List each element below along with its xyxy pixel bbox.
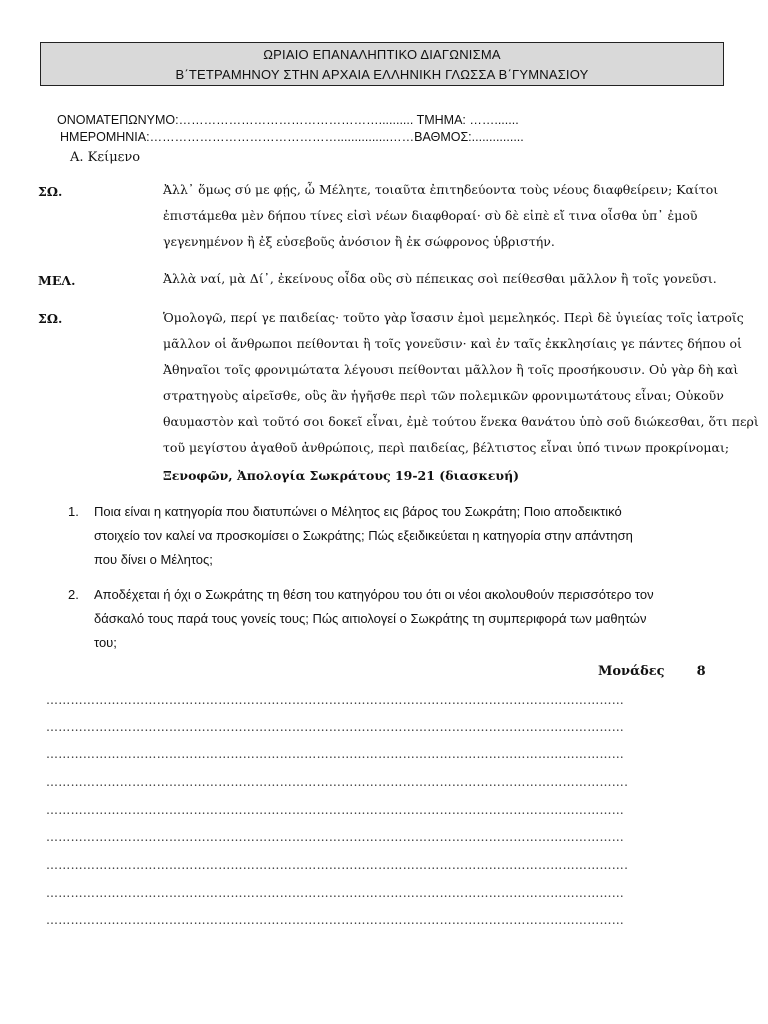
date-grade-field[interactable]: ΗΜΕΡΟΜΗΝΙΑ:………………………………………...............……ΒΑΘΜΟΣ:............... [60,130,524,144]
speech-line: Ἀλλὰ ναί, μὰ Δί᾽, ἐκείνους οἶδα οὓς σὺ πέπεικας σοὶ πείθεσθαι μᾶλλον ἢ τοῖς γονεῦσι. [163,271,717,286]
speech-line: θαυμαστὸν καὶ τοῦτό σοι δοκεῖ εἶναι, ἐμὲ τούτου ἕνεκα θανάτου ὑπὸ σοῦ διώκεσθαι, ὅτι περὶ [163,414,759,429]
question-line: που δίνει ο Μέλητος; [94,552,213,567]
speaker-label: ΣΩ. [38,184,63,199]
answer-line[interactable]: …………………………………………………………………………………………………………………………… [46,747,625,761]
speech-line: τοῦ μεγίστου ἀγαθοῦ ἀνθρώποις, περὶ παιδείας, βέλτιστος εἶναι ὑπό τινων προκρίνομαι; [163,440,730,455]
speaker-label: ΜΕΛ. [38,273,76,288]
exam-subtitle: Β΄ΤΕΤΡΑΜΗΝΟΥ ΣΤΗΝ ΑΡΧΑΙΑ ΕΛΛΗΝΙΚΗ ΓΛΩΣΣΑ Β΄ΓΥΜΝΑΣΙΟΥ [175,67,589,82]
speech-line: Ἀλλ᾽ ὅμως σύ με φῄς, ὦ Μέλητε, τοιαῦτα ἐπιτηδεύοντα τοὺς νέους διαφθείρειν; Καίτοι [163,182,719,197]
name-class-field[interactable]: ΟΝΟΜΑΤΕΠΩΝΥΜΟ:………………………………………….......... ΤΜΗΜΑ: ……....... [57,113,519,127]
speech-line: Ἀθηναῖοι τοῖς φρονιμώτατα λέγουσι πείθονται μᾶλλον ἢ τοῖς προσήκουσιν. Οὐ γὰρ δὴ καὶ [163,362,739,377]
answer-line[interactable]: …………………………………………………………………………………………………………………………… [46,693,625,707]
answer-line[interactable]: …………………………………………………………………………………………………………………………… [46,830,625,844]
exam-header [40,42,724,86]
answer-line[interactable]: …………………………………………………………………………………………………………………………… [46,720,625,734]
answer-line[interactable]: ……………………………………………………………………………………………………………………………. [46,775,629,789]
speech-block [163,177,768,255]
question-line: δάσκαλό τους παρά τους γονείς τους; Πώς αιτιολογεί ο Σωκράτης τη συμπεριφορά των μαθητών [94,611,647,626]
speech-line: μᾶλλον οἱ ἄνθρωποι πείθονται ἢ τοῖς γονεῦσιν· καὶ ἐν ταῖς ἐκκλησίαις γε πάντες δήπου οἱ [163,336,742,351]
points-label [598,664,706,679]
question-number: 1. [68,504,79,519]
answer-line[interactable]: …………………………………………………………………………………………………………………………… [46,913,625,927]
exam-title: ΩΡΙΑΙΟ ΕΠΑΝΑΛΗΠΤΙΚΟ ΔΙΑΓΩΝΙΣΜΑ [263,47,501,62]
answer-line[interactable]: …………………………………………………………………………………………………………………………… [46,803,625,817]
section-title: Α. Κείμενο [70,150,141,165]
speech-line: ἐπιστάμεθα μὲν δήπου τίνες εἰσὶ νέων διαφθοραί· σὺ δὲ εἰπὲ εἴ τινα οἶσθα ὑπ᾽ ἐμοῦ [163,208,698,223]
speech-block [163,305,768,461]
question-line: Ποια είναι η κατηγορία που διατυπώνει ο Μέλητος εις βάρος του Σωκράτη; Ποιο αποδεικτικό [94,504,622,519]
text-source: Ξενοφῶν, Ἀπολογία Σωκράτους 19-21 (διασκευή) [163,468,520,483]
question-number: 2. [68,587,79,602]
answer-line[interactable]: …………………………………………………………………………………………………………………………… [46,886,625,900]
question-line: στοιχείο τον καλεί να προσκομίσει ο Σωκράτης; Πώς εξειδικεύεται η κατηγορία στην απάντηση [94,528,633,543]
question-line: Αποδέχεται ή όχι ο Σωκράτης τη θέση του κατηγόρου του ότι οι νέοι ακολουθούν περισσότερο τον [94,587,654,602]
points-text: Μονάδες [598,664,665,679]
speech-block [163,266,768,292]
speaker-label: ΣΩ. [38,311,63,326]
points-value: 8 [696,664,706,679]
question-line: του; [94,635,117,650]
speech-line: γεγενημένον ἢ ἐξ εὐσεβοῦς ἀνόσιον ἢ ἐκ σώφρονος ὑβριστήν. [163,234,555,249]
answer-line[interactable]: ……………………………………………………………………………………………………………………………. [46,858,629,872]
speech-line: στρατηγοὺς αἱρεῖσθε, οὓς ἂν ἡγῆσθε περὶ τῶν πολεμικῶν φρονιμωτάτους εἶναι; Οὐκοῦν [163,388,724,403]
speech-line: Ὁμολογῶ, περί γε παιδείας· τοῦτο γὰρ ἴσασιν ἐμοὶ μεμεληκός. Περὶ δὲ ὑγιείας τοῖς ἰατροῖς [163,310,744,325]
